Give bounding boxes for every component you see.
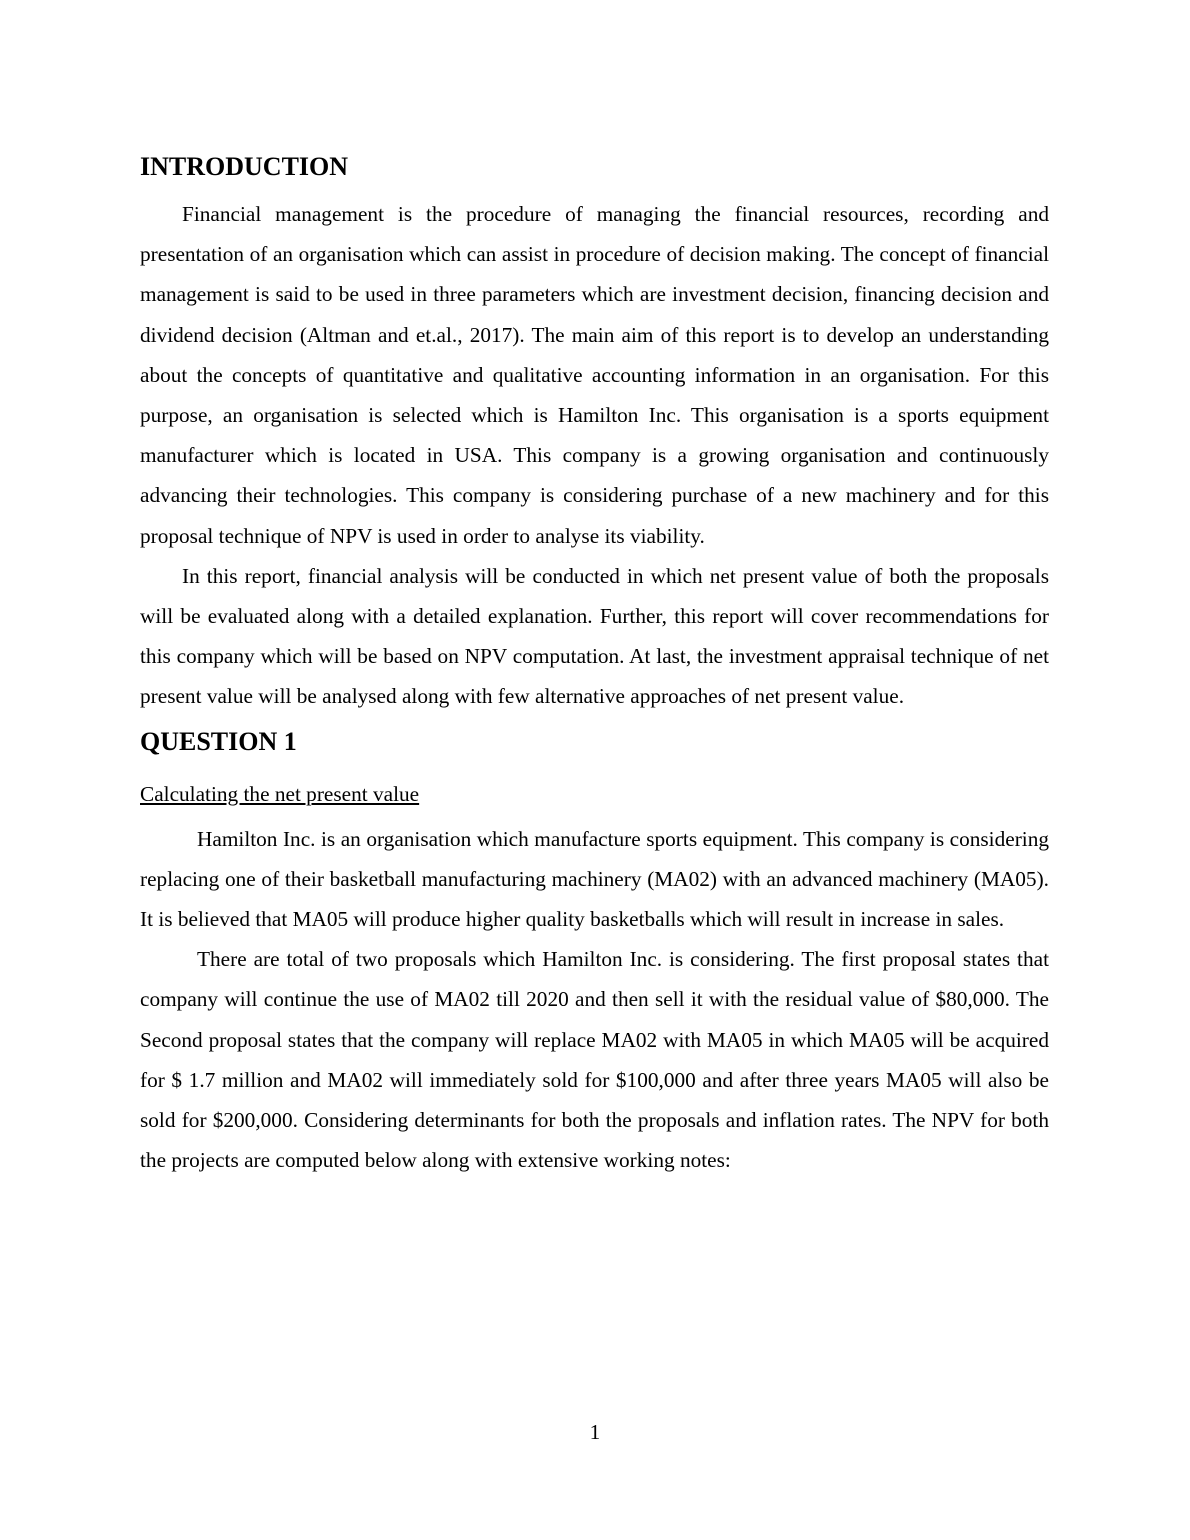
question-1-paragraph-1: Hamilton Inc. is an organisation which manufacture sports equipment. This company is considering replacing one of their basketball manufacturing machinery (MA02) with an advanced machinery (MA05). It is believed that MA05 will produce higher quality basketballs which will result in increase in sales. bbox=[140, 826, 1049, 932]
npv-subheading: Calculating the net present value bbox=[140, 781, 420, 806]
question-1-heading: QUESTION 1 bbox=[140, 726, 297, 756]
page-number: 1 bbox=[589, 1420, 601, 1444]
introduction-paragraph-1: Financial management is the procedure of managing the financial resources, recording and presentation of an organisation which can assist in procedure of decision making. The concept of financial management is said to be used in three parameters which are investment decision, financing decision and dividend decision (Altman and et.al., 2017). The main aim of this report is to develop an understanding about the concepts of quantitative and qualitative accounting information in an organisation. For this purpose, an organisation is selected which is Hamilton Inc. This organisation is a sports equipment manufacturer which is located in USA. This company is a growing organisation and continuously advancing their technologies. This company is considering purchase of a new machinery and for this proposal technique of NPV is used in order to analyse its viability. bbox=[140, 202, 1049, 548]
introduction-paragraph-2: In this report, financial analysis will be conducted in which net present value of both the proposals will be evaluated along with a detailed explanation. Further, this report will cover recommendations for this company which will be based on NPV computation. At last, the investment appraisal technique of net present value will be analysed along with few alternative approaches of net present value. bbox=[140, 563, 1049, 709]
question-1-paragraph-2: There are total of two proposals which Hamilton Inc. is considering. The first proposal states that company will continue the use of MA02 till 2020 and then sell it with the residual value of $80,000. The Second proposal states that the company will replace MA02 with MA05 in which MA05 will be acquired for $ 1.7 million and MA02 will immediately sold for $100,000 and after three years MA05 will also be sold for $200,000. Considering determinants for both the proposals and inflation rates. The NPV for both the projects are computed below along with extensive working notes: bbox=[140, 947, 1049, 1173]
introduction-heading: INTRODUCTION bbox=[140, 152, 349, 181]
page-content bbox=[140, 150, 1049, 1180]
